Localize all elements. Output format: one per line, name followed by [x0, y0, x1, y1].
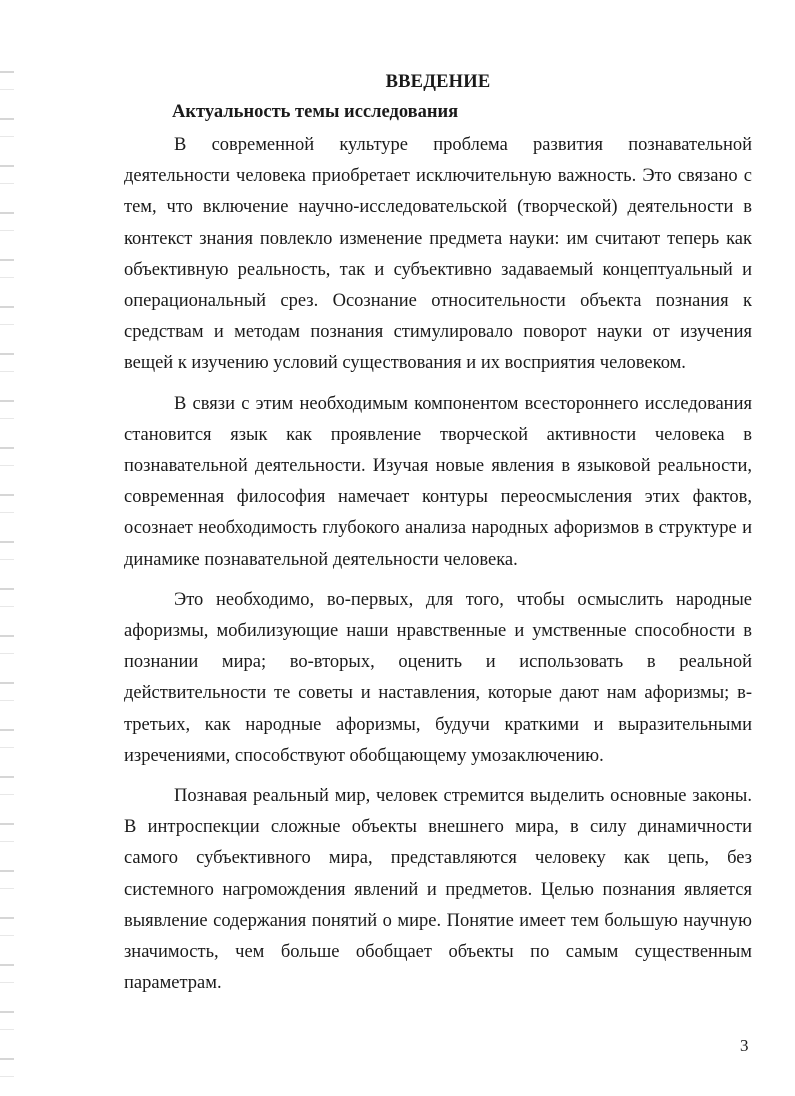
scan-margin-artifacts — [0, 60, 14, 1080]
section-heading: Актуальность темы исследования — [172, 102, 459, 122]
paragraph-1: В современной культуре проблема развития познавательной деятельности человека приобретает исключительную важность. Это связано с тем, что включение научно-исследовательской (творческой) деятельности в контекст знания повлекло изменение предмета науки: им считают теперь как объективную реальность, так и субъективно задаваемый концептуальный и операциональный срез. Осознание относительности объекта познания к средствам и методам познания стимулировало поворот науки от изучения вещей к изучению условий существования и их восприятия человеком. — [124, 135, 752, 374]
paragraph-4: Познавая реальный мир, человек стремится выделить основные законы. В интроспекции сложные объекты внешнего мира, в силу динамичности самого субъективного мира, представляются человеку как цепь, без системного нагромождения явлений и предметов. Целью познания является выявление содержания понятий о мире. Понятие имеет тем большую научную значимость, чем больше обобщает объекты по самым существенным параметрам. — [124, 786, 752, 994]
document-page — [124, 70, 752, 1008]
page-title: ВВЕДЕНИЕ — [385, 72, 491, 92]
paragraph-2: В связи с этим необходимым компонентом всестороннего исследования становится язык как проявление творческой активности человека в познавательной деятельности. Изучая новые явления в языковой реальности, современная философия намечает контуры переосмысления этих фактов, осознает необходимость глубокого анализа народных афоризмов в структуре и динамике познавательной деятельности человека. — [124, 393, 752, 570]
paragraph-3: Это необходимо, во-первых, для того, чтобы осмыслить народные афоризмы, мобилизующие наши нравственные и умственные способности в познании мира; во-вторых, оценить и использовать в реальной действительности те советы и наставления, которые дают нам афоризмы; в-третьих, как народные афоризмы, будучи краткими и выразительными изречениями, способствуют обобщающему умозаключению. — [124, 589, 752, 766]
page-number: 3 — [740, 1036, 749, 1055]
